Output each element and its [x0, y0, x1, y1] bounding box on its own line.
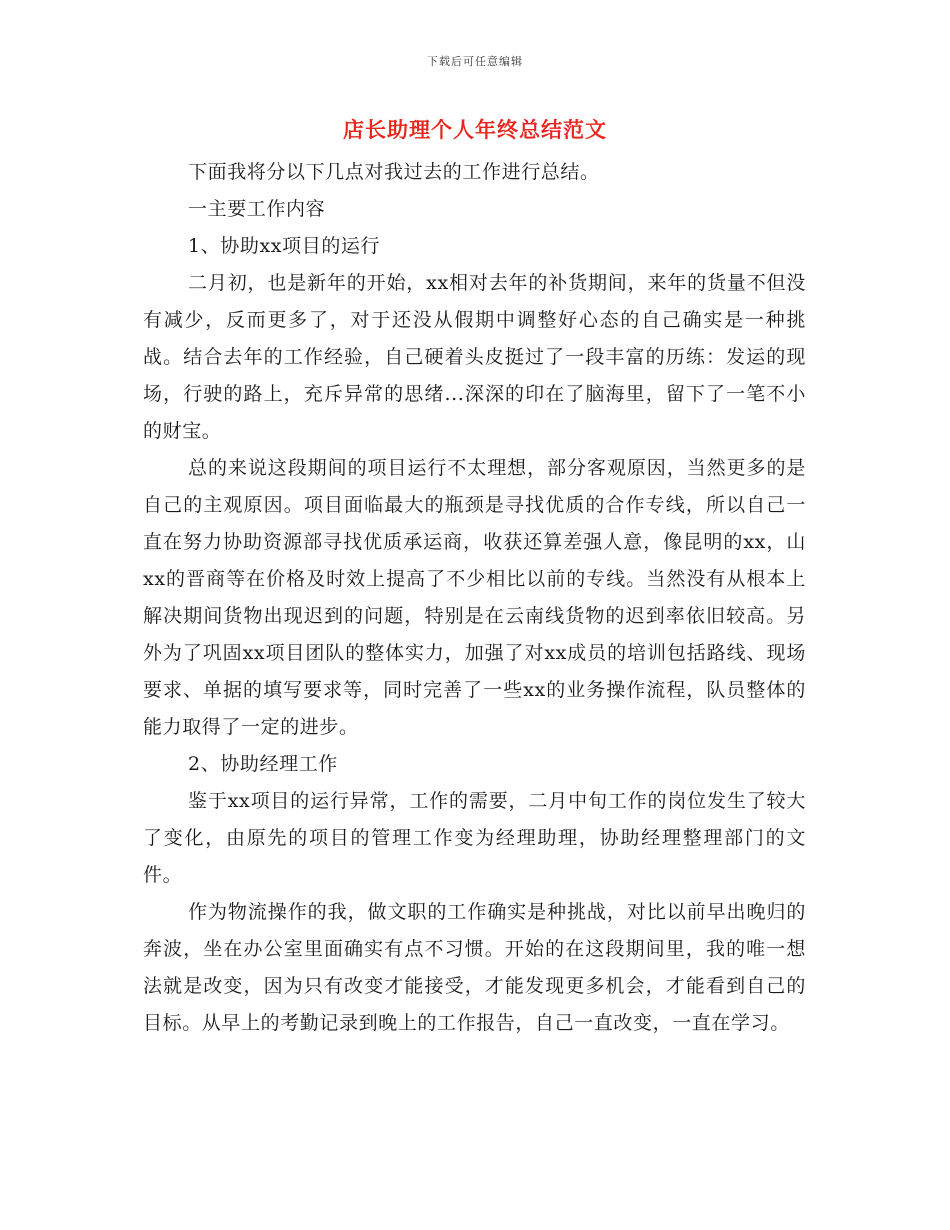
body-paragraph: 鉴于xx项目的运行异常，工作的需要，二月中旬工作的岗位发生了较大了变化，由原先的项目的管理工作变为经理助理，协助经理整理部门的文件。 [143, 790, 806, 886]
subsection-heading-1: 1、协助xx项目的运行 [188, 235, 381, 257]
document-title: 店长助理个人年终总结范文 [343, 117, 607, 142]
body-paragraph: 总的来说这段期间的项目运行不太理想，部分客观原因，当然更多的是自己的主观原因。项目面临最大的瓶颈是寻找优质的合作专线，所以自己一直在努力协助资源部寻找优质承运商，收获还算差强人意，像昆明的xx，山xx的晋商等在价格及时效上提高了不少相比以前的专线。当然没有从根本上解决期间货物出现迟到的问题，特别是在云南线货物的迟到率依旧较高。另外为了巩固xx项目团队的整体实力，加强了对xx成员的培训包括路线、现场要求、单据的填写要求等，同时完善了一些xx的业务操作流程，队员整体的能力取得了一定的进步。 [143, 457, 806, 738]
subsection-heading-2: 2、协助经理工作 [188, 753, 338, 775]
header-note: 下载后可任意编辑 [427, 55, 523, 68]
body-paragraph: 二月初，也是新年的开始，xx相对去年的补货期间，来年的货量不但没有减少，反而更多了，对于还没从假期中调整好心态的自己确实是一种挑战。结合去年的工作经验，自己硬着头皮挺过了一段丰富的历练：发运的现场，行驶的路上，充斥异常的思绪...深深的印在了脑海里，留下了一笔不小的财宝。 [143, 272, 806, 442]
body-paragraph: 作为物流操作的我，做文职的工作确实是种挑战，对比以前早出晚归的奔波，坐在办公室里面确实有点不习惯。开始的在这段期间里，我的唯一想法就是改变，因为只有改变才能接受，才能发现更多机会，才能看到自己的目标。从早上的考勤记录到晚上的工作报告，自己一直改变，一直在学习。 [143, 901, 806, 1034]
intro-paragraph: 下面我将分以下几点对我过去的工作进行总结。 [188, 161, 600, 183]
section-heading-main-work: 一主要工作内容 [188, 198, 326, 220]
document-body [143, 154, 806, 1042]
